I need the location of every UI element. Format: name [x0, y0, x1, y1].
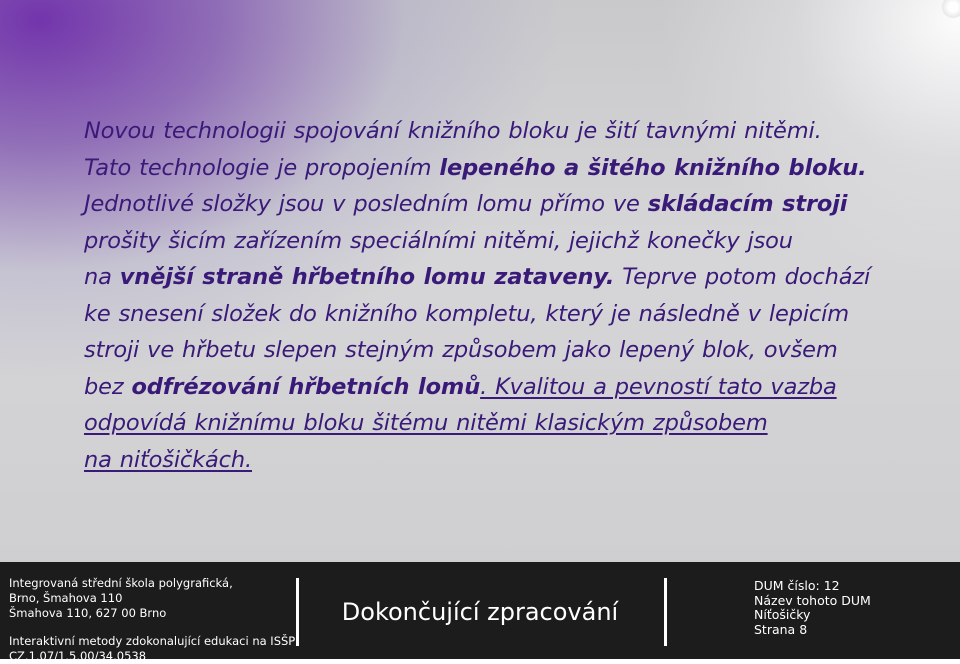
text-segment: Jednotlivé složky jsou v posledním lomu přímo ve [84, 191, 648, 217]
text-line [84, 442, 904, 479]
text-segment: odpovídá knižnímu bloku šitému nitěmi klasickým způsobem [84, 410, 768, 436]
text-segment: lepeného a šitého knižního bloku. [439, 154, 867, 181]
school-info [9, 576, 295, 664]
footer-bar [0, 562, 960, 663]
corner-glow-decoration [942, 0, 960, 18]
text-line [84, 405, 904, 442]
footer-title: Dokončující zpracování [341, 598, 619, 626]
school-city: Brno, Šmahova 110 [9, 591, 123, 605]
text-line [84, 150, 904, 187]
text-segment: vnější straně hřbetního lomu zataveny. [119, 264, 615, 290]
dum-name-label: Název tohoto DUM [754, 592, 871, 608]
text-segment: na niťošičkách. [84, 446, 252, 473]
text-segment: bez [84, 373, 132, 400]
project-name: Interaktivní metody zdokonalující edukaci na ISŠP [9, 634, 296, 648]
footer-divider-left [296, 578, 299, 646]
text-segment: stroji ve hřbetu slepen stejným způsobem jako lepený blok, ovšem [84, 337, 838, 363]
dum-number: DUM číslo: 12 [754, 578, 840, 593]
text-line [84, 186, 904, 223]
school-address: Šmahova 110, 627 00 Brno [9, 606, 167, 620]
text-line [84, 296, 904, 333]
dum-name: Níťošičky [754, 607, 811, 622]
project-code: CZ.1.07/1.5.00/34.0538 [9, 649, 147, 663]
text-line [84, 113, 904, 150]
text-segment: Novou technologii spojování knižního bloku je šití tavnými nitěmi. [84, 118, 822, 144]
text-line [84, 259, 904, 296]
text-segment: Teprve potom dochází [614, 264, 871, 290]
dum-info [754, 579, 871, 637]
text-line [84, 223, 904, 260]
text-line [84, 369, 904, 406]
text-segment: skládacím stroji [647, 191, 848, 217]
text-line [84, 332, 904, 369]
text-segment: na [84, 264, 120, 290]
text-segment: Tato technologie je propojením [84, 154, 440, 181]
text-segment: ke snesení složek do knižního kompletu, který je následně v lepicím [84, 300, 850, 327]
text-segment: odfrézování hřbetních lomů [131, 373, 481, 400]
text-segment: prošity šicím zařízením speciálními nitěmi, jejichž konečky jsou [84, 227, 793, 254]
text-segment: . Kvalitou a pevností tato vazba [480, 373, 837, 400]
school-name: Integrovaná střední škola polygrafická, [9, 576, 233, 590]
footer-divider-right [664, 578, 667, 646]
body-text [84, 113, 904, 478]
page-number: Strana 8 [754, 621, 808, 637]
